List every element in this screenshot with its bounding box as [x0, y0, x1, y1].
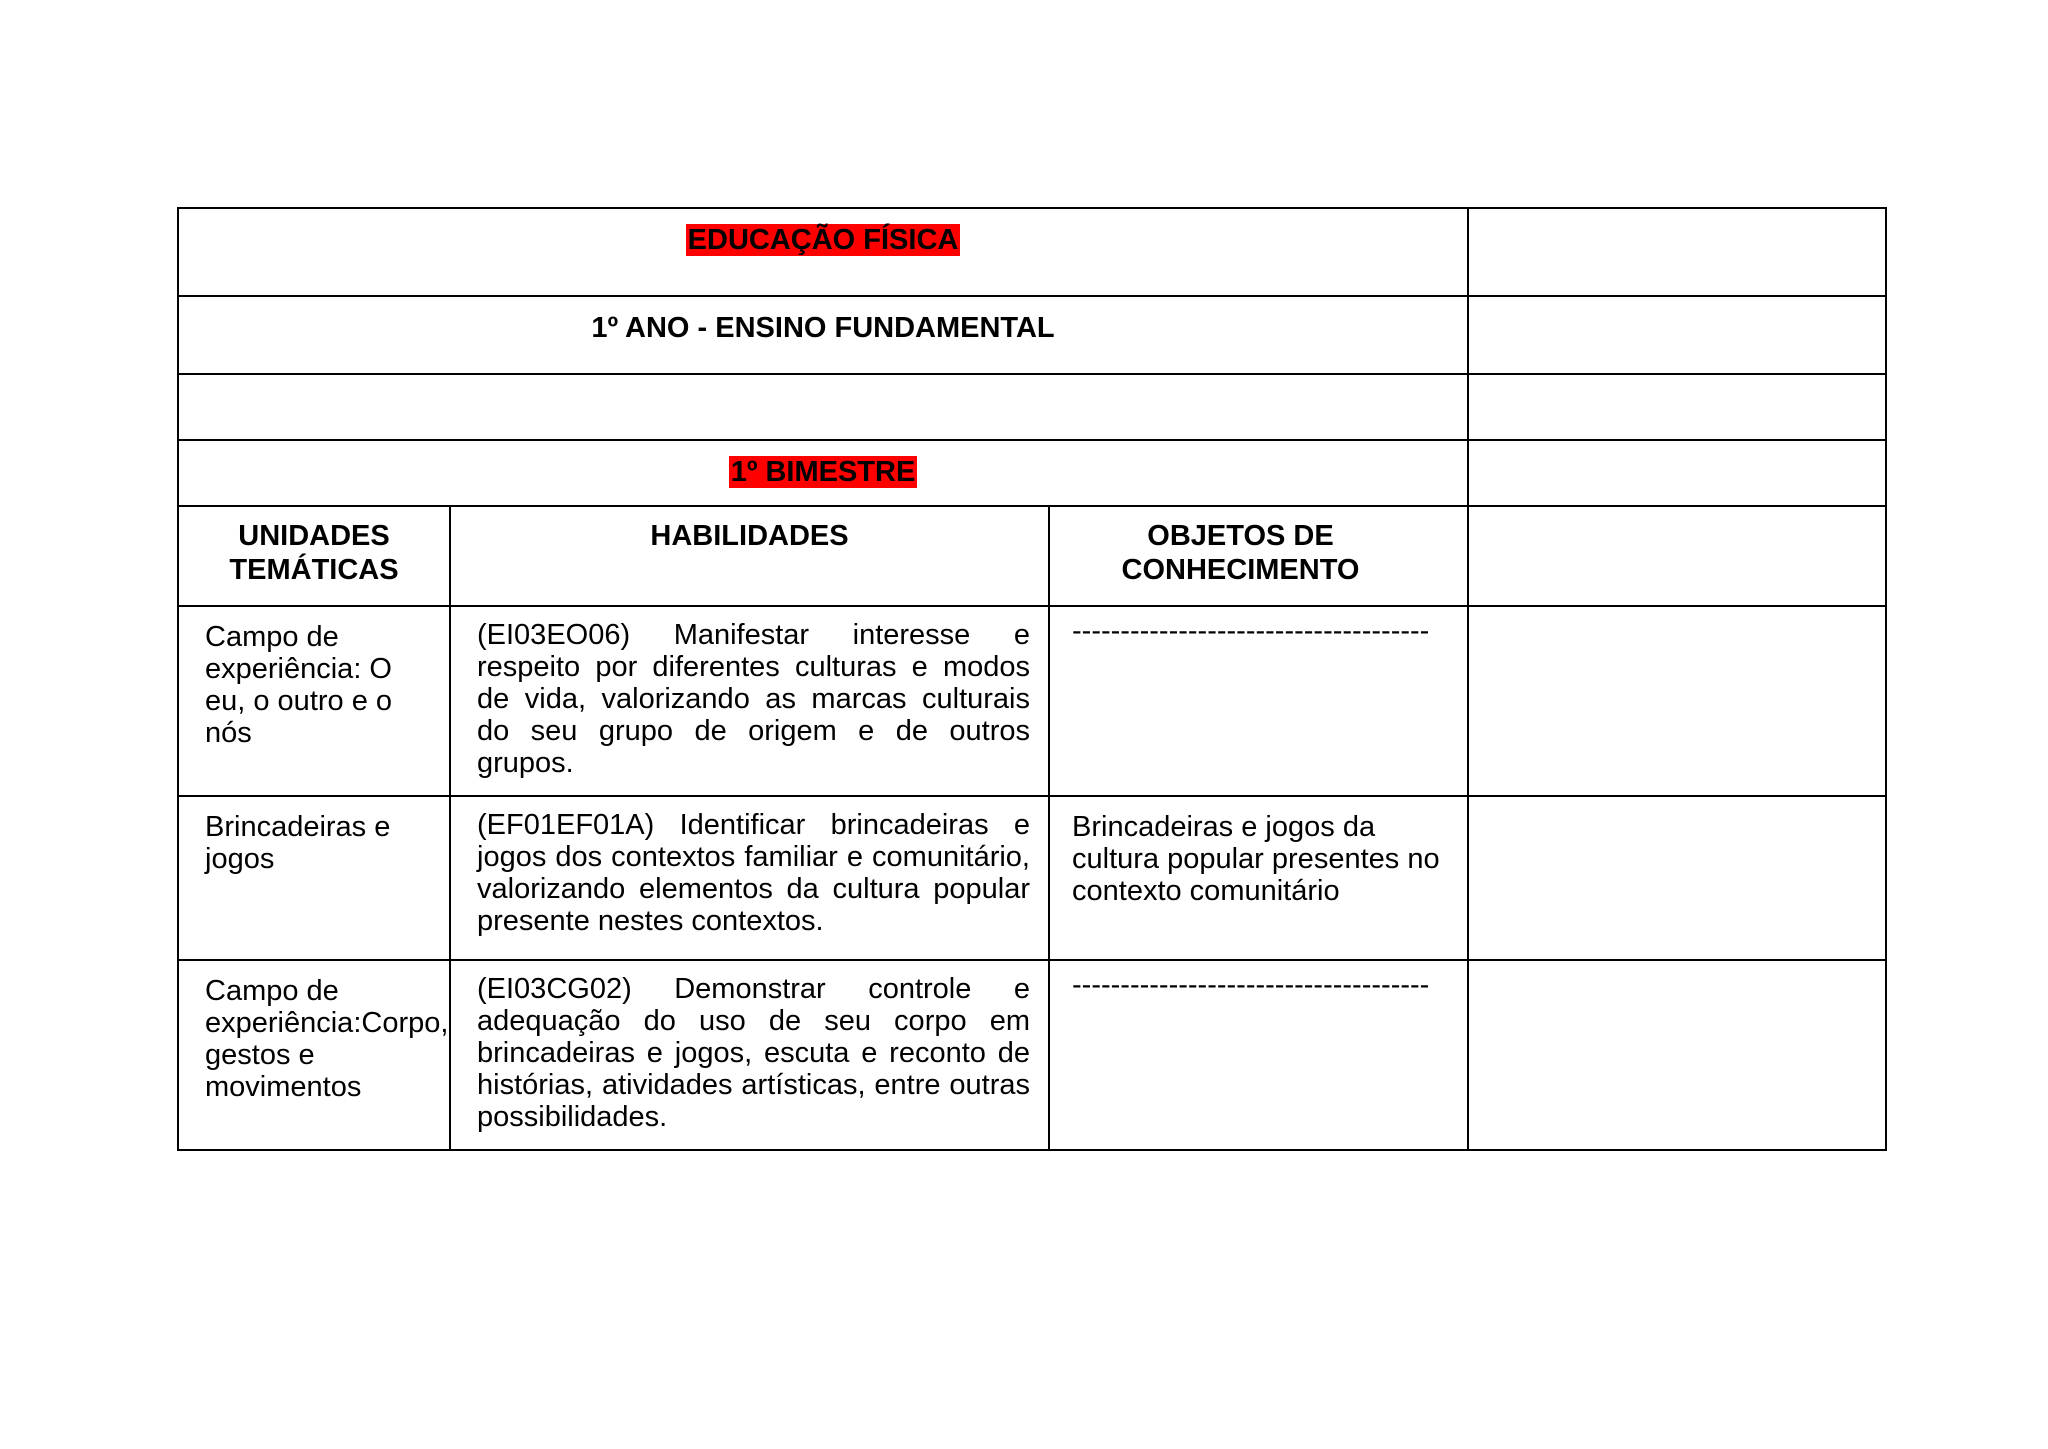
title-cell: [178, 208, 1468, 296]
habilidade-cell: (EI03EO06) Manifestar interesse e respeito por diferentes culturas e modos de vida, valorizando as marcas culturais do seu grupo de origem e de outros grupos.: [450, 606, 1049, 796]
objeto-cell: -------------------------------------: [1049, 960, 1468, 1150]
table-row: [178, 796, 1886, 960]
grade-subtitle: 1º ANO - ENSINO FUNDAMENTAL: [591, 312, 1055, 344]
header-unidades: UNIDADES TEMÁTICAS: [178, 506, 450, 606]
title-row: [178, 208, 1886, 296]
habilidade-cell: (EI03CG02) Demonstrar controle e adequação do uso de seu corpo em brincadeiras e jogos, escuta e reconto de histórias, atividades artísticas, entre outras possibilidades.: [450, 960, 1049, 1150]
side-cell: [1468, 296, 1886, 374]
period-row: [178, 440, 1886, 506]
unidade-cell: Brincadeiras e jogos: [178, 796, 450, 960]
side-cell: [1468, 506, 1886, 606]
curriculum-table: [177, 207, 1887, 1151]
objeto-cell: -------------------------------------: [1049, 606, 1468, 796]
side-cell: [1468, 208, 1886, 296]
objeto-cell: Brincadeiras e jogos da cultura popular presentes no contexto comunitário: [1049, 796, 1468, 960]
header-row: [178, 506, 1886, 606]
side-cell: [1468, 440, 1886, 506]
blank-cell: [178, 374, 1468, 440]
blank-row: [178, 374, 1886, 440]
unidade-cell: Campo de experiência: O eu, o outro e o nós: [178, 606, 450, 796]
period-title: 1º BIMESTRE: [730, 456, 916, 488]
subtitle-row: [178, 296, 1886, 374]
side-cell: [1468, 606, 1886, 796]
subject-title: EDUCAÇÃO FÍSICA: [687, 224, 959, 256]
header-objetos: OBJETOS DE CONHECIMENTO: [1049, 506, 1468, 606]
period-cell: [178, 440, 1468, 506]
side-cell: [1468, 374, 1886, 440]
table-row: [178, 960, 1886, 1150]
table-row: [178, 606, 1886, 796]
habilidade-cell: (EF01EF01A) Identificar brincadeiras e jogos dos contextos familiar e comunitário, valorizando elementos da cultura popular presente nestes contextos.: [450, 796, 1049, 960]
side-cell: [1468, 960, 1886, 1150]
side-cell: [1468, 796, 1886, 960]
subtitle-cell: [178, 296, 1468, 374]
header-habilidades: HABILIDADES: [450, 506, 1049, 606]
unidade-cell: Campo de experiência:Corpo, gestos e movimentos: [178, 960, 450, 1150]
